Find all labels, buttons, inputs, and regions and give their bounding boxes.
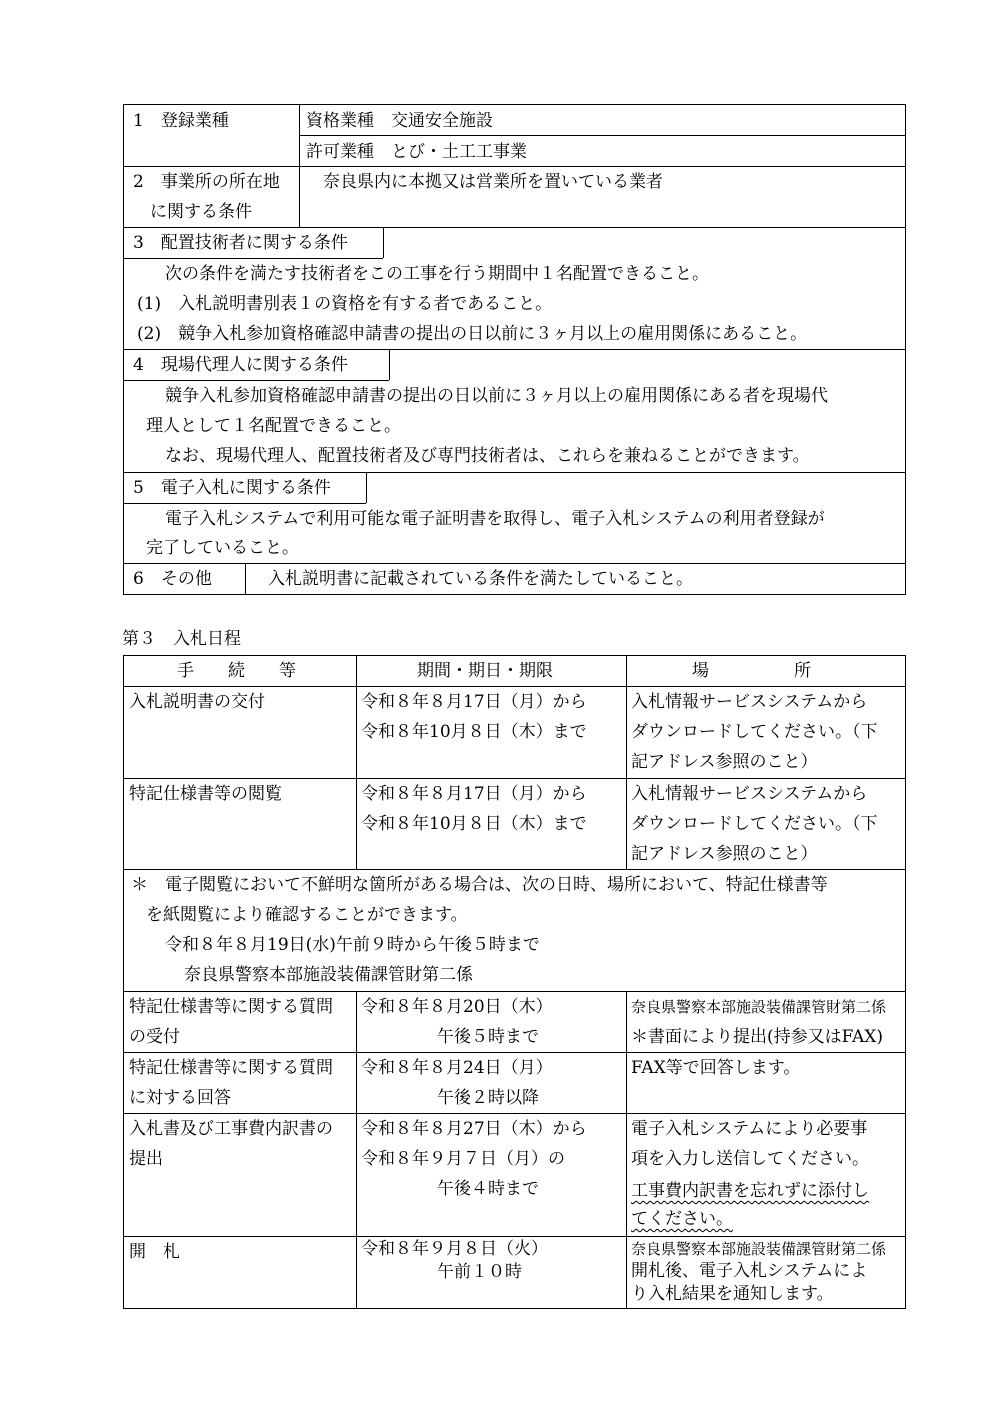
e-bidding-condition-line2: 完了していること。	[146, 538, 299, 558]
table-row-procedure: 入札書及び工事費内訳書の	[129, 1119, 333, 1139]
table-row-place: 奈良県警察本部施設装備課管財第二係	[631, 1240, 887, 1258]
table-row-period: 午前１０時	[437, 1262, 522, 1282]
engineer-condition-2: (2) 競争入札参加資格確認申請書の提出の日以前に３ヶ月以上の雇用関係にあること。	[137, 324, 808, 344]
section-title: 第３ 入札日程	[122, 629, 241, 649]
table-row-place: 記アドレス参照のこと）	[631, 844, 818, 864]
table-row-place: 記アドレス参照のこと）	[631, 752, 818, 772]
office-location-label-cont: に関する条件	[133, 202, 252, 222]
table-row-period: 令和８年８月17日（月）から	[361, 692, 587, 712]
table-row-place: ダウンロードしてください。（下	[631, 722, 878, 742]
e-bidding-conditions-header: 5 電子入札に関する条件	[133, 478, 331, 498]
table-row-procedure: の受付	[129, 1027, 180, 1047]
table-row-period: 令和８年９月８日（火）	[361, 1239, 548, 1259]
other-value: 入札説明書に記載されている条件を満たしていること。	[268, 569, 693, 589]
table-row-place: 奈良県警察本部施設装備課管財第二係	[631, 998, 887, 1016]
table-row-period: 令和８年10月８日（木）まで	[361, 722, 587, 742]
table-row-place: 入札情報サービスシステムから	[631, 784, 868, 804]
other-label: 6 その他	[133, 569, 212, 589]
table-row-place: FAX等で回答します。	[631, 1058, 801, 1078]
header-procedure: 手 続 等	[177, 661, 296, 681]
paper-viewing-note: を紙閲覧により確認することができます。	[146, 905, 468, 925]
site-agent-conditions-header: 4 現場代理人に関する条件	[133, 355, 348, 375]
paper-viewing-note: ＊ 電子閲覧において不鮮明な箇所がある場合は、次の日時、場所において、特記仕様書等	[131, 875, 828, 895]
table-row-place: 項を入力し送信してください。	[631, 1149, 869, 1169]
table-row-place: ダウンロードしてください。（下	[631, 814, 878, 834]
table-row-period: 令和８年10月８日（木）まで	[361, 814, 587, 834]
table-row-period: 令和８年８月27日（木）から	[361, 1119, 587, 1139]
table-row-period: 午後５時まで	[437, 1027, 539, 1047]
table-row-procedure: 特記仕様書等の閲覧	[129, 784, 282, 804]
site-agent-condition-line1: 競争入札参加資格確認申請書の提出の日以前に３ヶ月以上の雇用関係にある者を現場代	[165, 386, 828, 406]
office-location-value: 奈良県内に本拠又は営業所を置いている業者	[323, 172, 663, 192]
table-row-period: 午後２時以降	[437, 1088, 539, 1108]
attach-breakdown-reminder: てください。	[631, 1209, 733, 1229]
table-row-procedure: に対する回答	[129, 1088, 231, 1108]
e-bidding-condition-line1: 電子入札システムで利用可能な電子証明書を取得し、電子入札システムの利用者登録が	[165, 509, 825, 529]
table-row-place: り入札結果を通知します。	[631, 1284, 834, 1304]
table-row-procedure: 入札説明書の交付	[129, 692, 265, 712]
table-row-place: ＊書面により提出(持参又はFAX)	[631, 1027, 883, 1047]
header-place: 場 所	[692, 661, 811, 681]
header-period: 期間・期日・期限	[417, 661, 553, 681]
table-row-period: 令和８年８月17日（月）から	[361, 784, 587, 804]
attach-breakdown-reminder: 工事費内訳書を忘れずに添付し	[631, 1181, 869, 1201]
engineer-condition-1: (1) 入札説明書別表１の資格を有する者であること。	[137, 294, 553, 314]
registered-industry-label: 1 登録業種	[133, 111, 229, 131]
table-row-procedure: 特記仕様書等に関する質問	[129, 1058, 333, 1078]
office-location-label: 2 事業所の所在地	[133, 172, 280, 192]
table-row-period: 午後４時まで	[437, 1179, 539, 1199]
licensed-industry: 許可業種 とび・土工工事業	[306, 142, 527, 162]
qualified-industry: 資格業種 交通安全施設	[306, 111, 493, 131]
table-row-place: 電子入札システムにより必要事	[631, 1119, 868, 1139]
table-row-period: 令和８年９月７日（月）の	[361, 1149, 565, 1169]
site-agent-condition-line3: なお、現場代理人、配置技術者及び専門技術者は、これらを兼ねることができます。	[165, 446, 810, 466]
engineer-condition-intro: 次の条件を満たす技術者をこの工事を行う期間中１名配置できること。	[165, 264, 709, 284]
table-row-place: 開札後、電子入札システムによ	[631, 1261, 868, 1281]
engineer-conditions-header: 3 配置技術者に関する条件	[133, 233, 348, 253]
table-row-place: 入札情報サービスシステムから	[631, 692, 868, 712]
paper-viewing-place: 奈良県警察本部施設装備課管財第二係	[184, 965, 473, 985]
table-row-period: 令和８年８月20日（木）	[361, 997, 553, 1017]
site-agent-condition-line2: 理人として１名配置できること。	[146, 416, 401, 436]
table-row-procedure: 提出	[129, 1149, 163, 1169]
table-row-procedure: 特記仕様書等に関する質問	[129, 997, 333, 1017]
table-row-period: 令和８年８月24日（月）	[361, 1058, 553, 1078]
table-row-procedure: 開 札	[129, 1242, 180, 1262]
paper-viewing-datetime: 令和８年８月19日(水)午前９時から午後５時まで	[165, 935, 540, 955]
